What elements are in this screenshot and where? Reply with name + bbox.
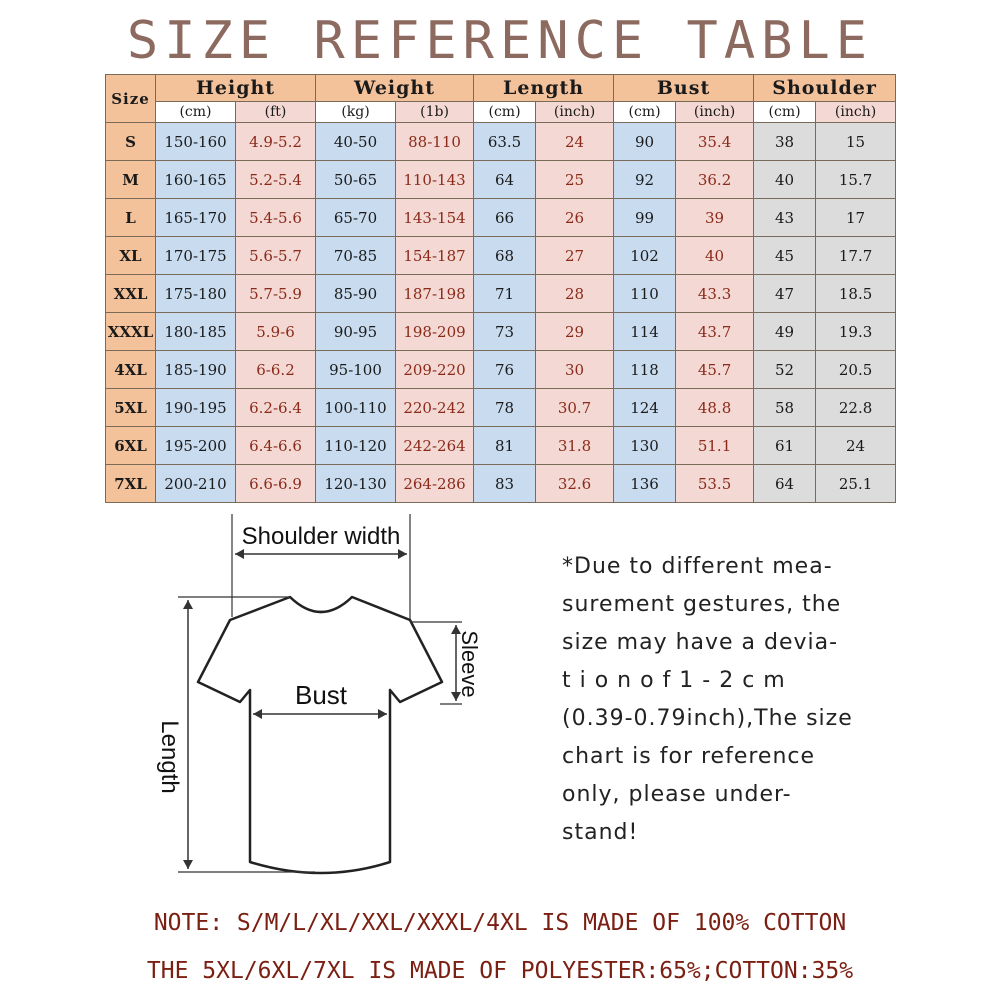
- size-cell: XXL: [106, 275, 156, 313]
- table-unit-row: [106, 102, 896, 123]
- table-cell: 195-200: [156, 427, 236, 465]
- tshirt-measurement-diagram: [140, 512, 500, 892]
- table-cell: 160-165: [156, 161, 236, 199]
- shoulder-width-arrowhead-right: [398, 549, 407, 559]
- table-cell: 6-6.2: [236, 351, 316, 389]
- measurement-disclaimer: *Due to different mea- surement gestures, the size may have a devia- t i o n o f 1 - 2 c m (0.39-0.79inch),The size chart is for reference only, please under- stand!: [562, 554, 853, 845]
- table-row: [106, 389, 896, 427]
- table-cell: 70-85: [316, 237, 396, 275]
- table-row: [106, 161, 896, 199]
- table-cell: 143-154: [396, 199, 474, 237]
- table-cell: 6.4-6.6: [236, 427, 316, 465]
- table-cell: 64: [754, 465, 816, 503]
- unit-cell: (1b): [396, 102, 474, 123]
- size-cell: S: [106, 123, 156, 161]
- table-row: [106, 275, 896, 313]
- table-cell: 61: [754, 427, 816, 465]
- table-cell: 29: [536, 313, 614, 351]
- length-header: Length: [474, 75, 614, 102]
- table-cell: 58: [754, 389, 816, 427]
- table-cell: 40: [754, 161, 816, 199]
- table-cell: 81: [474, 427, 536, 465]
- table-cell: 136: [614, 465, 676, 503]
- table-cell: 31.8: [536, 427, 614, 465]
- table-cell: 118: [614, 351, 676, 389]
- table-row: [106, 465, 896, 503]
- table-cell: 90-95: [316, 313, 396, 351]
- material-note-1: NOTE: S/M/L/XL/XXL/XXXL/4XL IS MADE OF 100% COTTON: [153, 910, 847, 936]
- size-table: [105, 74, 896, 503]
- table-header-row: [106, 75, 896, 102]
- table-cell: 124: [614, 389, 676, 427]
- size-cell: 6XL: [106, 427, 156, 465]
- table-cell: 25.1: [816, 465, 896, 503]
- length-arrowhead-bottom: [183, 860, 193, 869]
- table-cell: 28: [536, 275, 614, 313]
- table-cell: 6.2-6.4: [236, 389, 316, 427]
- table-cell: 43.7: [676, 313, 754, 351]
- table-cell: 73: [474, 313, 536, 351]
- unit-cell: (cm): [614, 102, 676, 123]
- table-cell: 264-286: [396, 465, 474, 503]
- table-cell: 32.6: [536, 465, 614, 503]
- table-cell: 5.2-5.4: [236, 161, 316, 199]
- table-cell: 110-143: [396, 161, 474, 199]
- unit-cell: (cm): [156, 102, 236, 123]
- weight-header: Weight: [316, 75, 474, 102]
- table-cell: 120-130: [316, 465, 396, 503]
- table-cell: 95-100: [316, 351, 396, 389]
- size-cell: M: [106, 161, 156, 199]
- table-cell: 4.9-5.2: [236, 123, 316, 161]
- table-cell: 40-50: [316, 123, 396, 161]
- table-cell: 170-175: [156, 237, 236, 275]
- shoulder-header: Shoulder: [754, 75, 896, 102]
- table-cell: 5.7-5.9: [236, 275, 316, 313]
- table-cell: 45: [754, 237, 816, 275]
- table-cell: 43.3: [676, 275, 754, 313]
- table-cell: 99: [614, 199, 676, 237]
- table-cell: 15: [816, 123, 896, 161]
- table-cell: 24: [816, 427, 896, 465]
- table-cell: 110-120: [316, 427, 396, 465]
- table-cell: 100-110: [316, 389, 396, 427]
- table-cell: 53.5: [676, 465, 754, 503]
- table-cell: 78: [474, 389, 536, 427]
- bust-label: Bust: [294, 680, 348, 710]
- bust-header: Bust: [614, 75, 754, 102]
- size-cell: 7XL: [106, 465, 156, 503]
- size-cell: 5XL: [106, 389, 156, 427]
- table-cell: 92: [614, 161, 676, 199]
- table-cell: 64: [474, 161, 536, 199]
- table-row: [106, 123, 896, 161]
- table-cell: 38: [754, 123, 816, 161]
- table-cell: 198-209: [396, 313, 474, 351]
- table-cell: 35.4: [676, 123, 754, 161]
- size-cell: XXXL: [106, 313, 156, 351]
- table-cell: 5.6-5.7: [236, 237, 316, 275]
- table-cell: 130: [614, 427, 676, 465]
- table-cell: 200-210: [156, 465, 236, 503]
- table-cell: 180-185: [156, 313, 236, 351]
- table-cell: 19.3: [816, 313, 896, 351]
- table-cell: 209-220: [396, 351, 474, 389]
- table-cell: 76: [474, 351, 536, 389]
- table-cell: 5.9-6: [236, 313, 316, 351]
- shoulder-width-label: Shoulder width: [241, 523, 401, 550]
- table-cell: 30: [536, 351, 614, 389]
- table-cell: 175-180: [156, 275, 236, 313]
- table-cell: 43: [754, 199, 816, 237]
- table-cell: 190-195: [156, 389, 236, 427]
- table-cell: 242-264: [396, 427, 474, 465]
- unit-cell: (inch): [536, 102, 614, 123]
- table-cell: 24: [536, 123, 614, 161]
- table-cell: 66: [474, 199, 536, 237]
- table-cell: 20.5: [816, 351, 896, 389]
- page-title: SIZE REFERENCE TABLE: [126, 11, 874, 71]
- length-label: Length: [156, 720, 183, 794]
- table-cell: 27: [536, 237, 614, 275]
- size-cell: 4XL: [106, 351, 156, 389]
- table-cell: 26: [536, 199, 614, 237]
- table-cell: 25: [536, 161, 614, 199]
- unit-cell: (ft): [236, 102, 316, 123]
- table-cell: 52: [754, 351, 816, 389]
- table-cell: 114: [614, 313, 676, 351]
- table-cell: 22.8: [816, 389, 896, 427]
- table-cell: 185-190: [156, 351, 236, 389]
- table-cell: 90: [614, 123, 676, 161]
- table-cell: 88-110: [396, 123, 474, 161]
- table-cell: 154-187: [396, 237, 474, 275]
- table-cell: 187-198: [396, 275, 474, 313]
- table-row: [106, 313, 896, 351]
- size-cell: XL: [106, 237, 156, 275]
- table-cell: 17.7: [816, 237, 896, 275]
- table-cell: 5.4-5.6: [236, 199, 316, 237]
- table-cell: 150-160: [156, 123, 236, 161]
- table-cell: 102: [614, 237, 676, 275]
- table-cell: 68: [474, 237, 536, 275]
- table-row: [106, 199, 896, 237]
- table-row: [106, 427, 896, 465]
- table-cell: 110: [614, 275, 676, 313]
- table-cell: 47: [754, 275, 816, 313]
- table-cell: 17: [816, 199, 896, 237]
- length-arrowhead-top: [183, 600, 193, 609]
- shoulder-width-arrowhead-left: [235, 549, 244, 559]
- table-cell: 50-65: [316, 161, 396, 199]
- table-row: [106, 237, 896, 275]
- size-column-header: Size: [106, 75, 156, 123]
- table-cell: 18.5: [816, 275, 896, 313]
- table-cell: 165-170: [156, 199, 236, 237]
- table-cell: 39: [676, 199, 754, 237]
- unit-cell: (cm): [474, 102, 536, 123]
- unit-cell: (kg): [316, 102, 396, 123]
- table-cell: 30.7: [536, 389, 614, 427]
- sleeve-label: Sleeve: [457, 630, 482, 698]
- unit-cell: (inch): [676, 102, 754, 123]
- table-cell: 6.6-6.9: [236, 465, 316, 503]
- unit-cell: (inch): [816, 102, 896, 123]
- table-cell: 48.8: [676, 389, 754, 427]
- table-cell: 63.5: [474, 123, 536, 161]
- table-cell: 45.7: [676, 351, 754, 389]
- table-cell: 49: [754, 313, 816, 351]
- table-cell: 51.1: [676, 427, 754, 465]
- table-cell: 65-70: [316, 199, 396, 237]
- table-cell: 40: [676, 237, 754, 275]
- unit-cell: (cm): [754, 102, 816, 123]
- table-cell: 15.7: [816, 161, 896, 199]
- size-cell: L: [106, 199, 156, 237]
- table-cell: 83: [474, 465, 536, 503]
- material-note-2: THE 5XL/6XL/7XL IS MADE OF POLYESTER:65%;COTTON:35%: [146, 958, 854, 984]
- table-cell: 220-242: [396, 389, 474, 427]
- table-cell: 36.2: [676, 161, 754, 199]
- table-row: [106, 351, 896, 389]
- height-header: Height: [156, 75, 316, 102]
- tshirt-outline: [198, 597, 442, 873]
- table-cell: 85-90: [316, 275, 396, 313]
- table-cell: 71: [474, 275, 536, 313]
